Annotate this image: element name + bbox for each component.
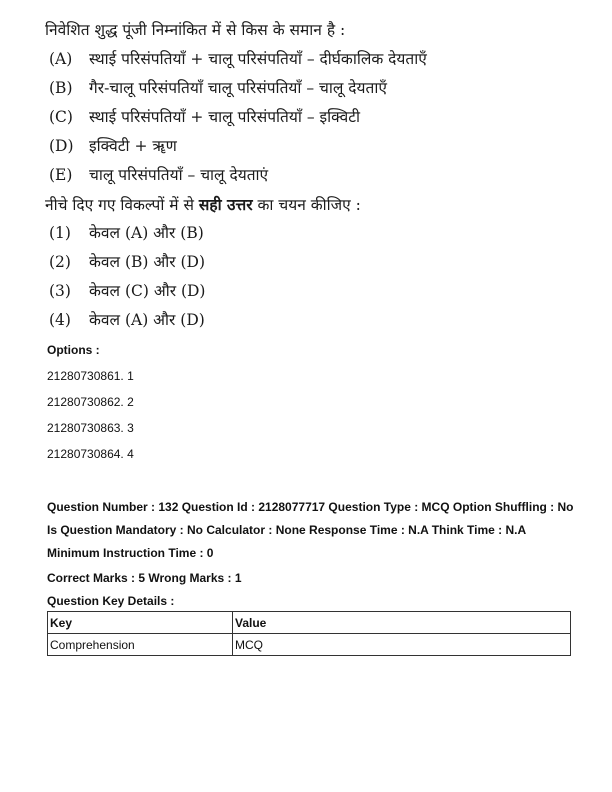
statement-label: (C) [49,108,73,126]
instruction-post: का चयन कीजिए : [257,196,361,214]
table-header-row [48,612,571,634]
instruction-pre: नीचे दिए गए विकल्पों में से [45,196,194,214]
option-item: 21280730863. 3 [47,421,134,435]
table-cell-value: MCQ [233,634,571,656]
choice-4 [45,306,565,335]
statement-label: (B) [49,79,73,97]
statement-text: स्थाई परिसंपतियाँ + चालू परिसंपतियाँ – इक्विटी [89,108,361,126]
choice-2 [45,248,565,277]
statement-text: इक्विटी + ॠण [89,137,177,155]
table-header-key: Key [48,612,233,634]
statement-text: स्थाई परिसंपतियाँ + चालू परिसंपतियाँ – दीर्घकालिक देयताएँ [89,50,427,68]
question-meta-line2: Is Question Mandatory : No Calculator : None Response Time : N.A Think Time : N.A [47,523,527,537]
key-details-heading: Question Key Details : [47,594,175,608]
statement-c [45,103,565,132]
choice-text: केवल (A) और (B) [89,224,204,242]
statement-label: (D) [49,137,74,155]
statement-a [45,45,565,74]
statement-text: चालू परिसंपतियाँ – चालू देयताएं [89,166,269,184]
option-item: 21280730862. 2 [47,395,134,409]
choice-text: केवल (C) और (D) [89,282,206,300]
choice-label: (3) [49,282,71,300]
choice-label: (2) [49,253,71,271]
choice-3 [45,277,565,306]
question-image [45,16,565,335]
choice-text: केवल (A) और (D) [89,311,205,329]
choice-label: (4) [49,311,71,329]
statement-text: गैर-चालू परिसंपतियाँ चालू परिसंपतियाँ – चालू देयताएँ [89,79,387,97]
table-header-value: Value [233,612,571,634]
choice-text: केवल (B) और (D) [89,253,206,271]
table-cell-key: Comprehension [48,634,233,656]
question-meta-line1: Question Number : 132 Question Id : 2128077717 Question Type : MCQ Option Shuffling : No [47,500,574,514]
statement-d [45,132,565,161]
statement-label: (A) [49,50,73,68]
question-stem: निवेशित शुद्ध पूंजी निम्नांकित में से किस के समान है : [45,21,346,39]
instruction-bold: सही उत्तर [198,195,253,214]
option-item: 21280730864. 4 [47,447,134,461]
question-meta-line3: Minimum Instruction Time : 0 [47,546,214,560]
statement-e [45,161,565,190]
option-item: 21280730861. 1 [47,369,134,383]
statement-label: (E) [49,166,73,184]
key-details-table [47,611,571,656]
choice-1 [45,219,565,248]
choice-label: (1) [49,224,71,242]
marks-line: Correct Marks : 5 Wrong Marks : 1 [47,571,242,585]
instruction-line [45,190,565,219]
options-heading: Options : [47,343,100,357]
statement-b [45,74,565,103]
table-row [48,634,571,656]
